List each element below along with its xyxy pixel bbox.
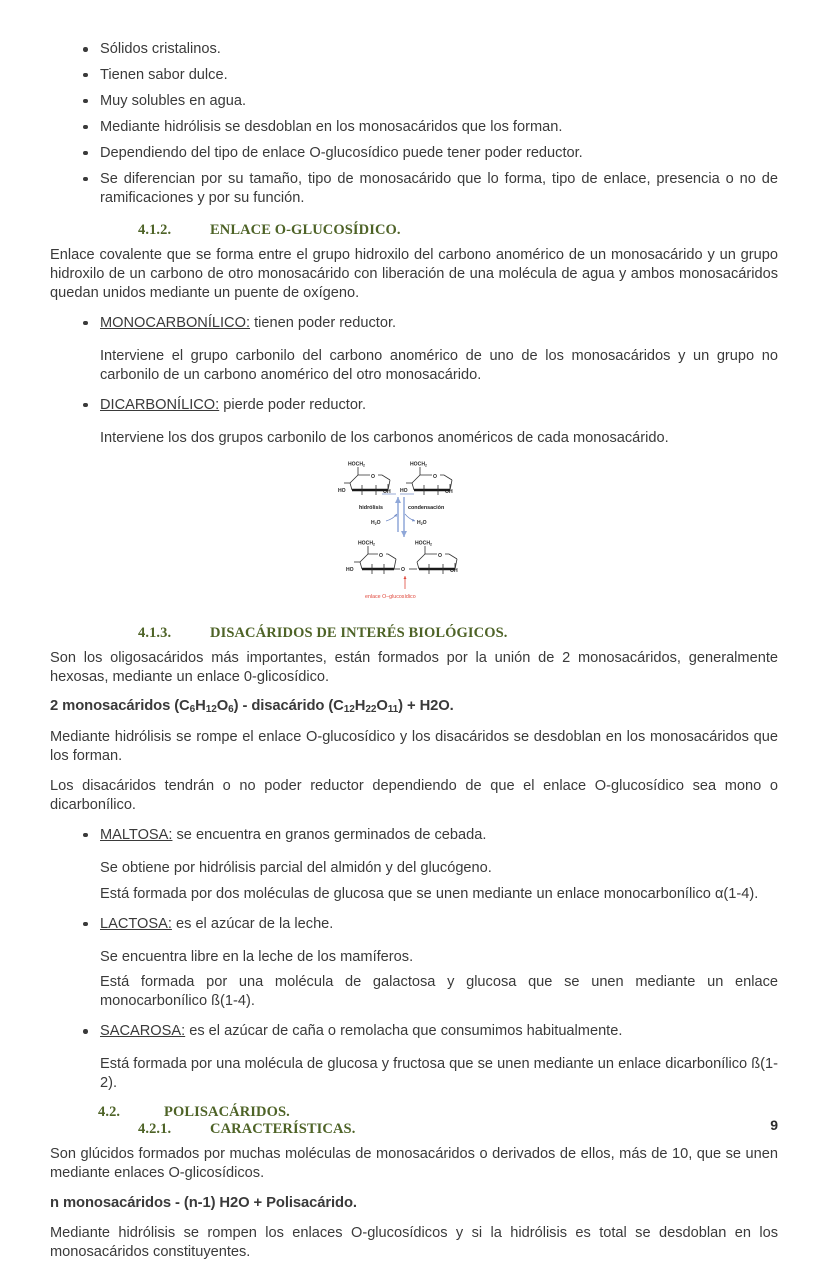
heading-title: DISACÁRIDOS DE INTERÉS BIOLÓGICOS.: [210, 624, 508, 641]
term-description: tienen poder reductor.: [250, 314, 397, 331]
haworth-ring-bottom-left: [346, 540, 396, 574]
glycosidic-bridge-oxygen: [394, 563, 417, 573]
list-item: [50, 826, 778, 845]
list-item: [50, 144, 778, 163]
formula-sub: 6: [189, 704, 196, 716]
formula-connector: ) - disacárido (C: [233, 698, 344, 715]
disaccharide-list-sacarosa: [50, 1022, 778, 1041]
ch2oh-label: $HOCH_2$: [415, 540, 432, 547]
heading-4-2: [98, 1104, 778, 1121]
heading-number: 4.1.3.: [138, 624, 172, 641]
list-item: [50, 92, 778, 111]
hydrolysis-label: hidrólisis: [359, 504, 383, 511]
figure-container: [50, 459, 778, 614]
paragraph-monocarbonilico-detail: Interviene el grupo carbonilo del carbono anomérico de uno de los monosacáridos y un grupo no carbonilo de un carbono anomérico del otro monosacárido.: [100, 347, 778, 383]
paragraph-lactosa-detail-1: Se encuentra libre en la leche de los mamíferos.: [100, 948, 414, 965]
formula-mid: H: [195, 698, 206, 715]
water-right-label: $H_2O$: [417, 519, 427, 526]
list-item: [50, 118, 778, 137]
left-hydroxyl-label: HO: [338, 487, 346, 494]
formula-prefix: 2 monosacáridos (C: [50, 698, 190, 715]
heading-4-2-1: [138, 1121, 778, 1138]
paragraph-polysaccharides-intro: Son glúcidos formados por muchas moléculas de monosacáridos o derivados de ellos, más de 10, que se unen mediante enlaces O-glicosídicos.: [50, 1146, 778, 1182]
glycosidic-bond-label: enlace O–glucosídico: [365, 593, 416, 600]
term-monocarbonilico: MONOCARBONÍLICO:: [100, 314, 251, 331]
paragraph-maltosa-detail-2: Está formada por dos moléculas de glucosa que se unen mediante un enlace monocarbonílico α(1-4).: [100, 885, 759, 902]
bond-type-list-2: [50, 396, 778, 415]
list-item: [50, 1022, 778, 1041]
paragraph-sacarosa-detail-2: Está formada por una molécula de glucosa y fructosa que se unen mediante un enlace dicarbonílico ß(1-2).: [100, 1056, 778, 1092]
list-item: [50, 40, 778, 59]
water-left-label: $H_2O$: [371, 519, 381, 526]
formula-polysaccharide: n monosacáridos - (n-1) H2O + Polisacárido.: [50, 1195, 357, 1212]
list-item: [50, 396, 778, 415]
right-hydroxyl-label: OH: [445, 488, 453, 495]
heading-4-1-2: [138, 222, 778, 239]
intro-bullet-list: [50, 40, 778, 208]
right-hydroxyl-label: OH: [383, 488, 391, 495]
heading-title: POLISACÁRIDOS.: [164, 1104, 290, 1121]
left-hydroxyl-label: HO: [400, 487, 408, 494]
list-item: [50, 66, 778, 85]
ch2oh-label: $HOCH_2$: [410, 461, 427, 468]
page-number: 9: [770, 1117, 778, 1133]
bullet-text: Muy solubles en agua.: [100, 92, 247, 109]
formula-mid: H: [354, 698, 366, 715]
formula-suffix: ) + H2O.: [398, 698, 454, 715]
haworth-ring-top-right: [400, 461, 453, 495]
paragraph-maltosa-detail-1: Se obtiene por hidrólisis parcial del almidón y del glucógeno.: [100, 859, 492, 876]
reaction-arrows: [398, 497, 404, 537]
ring-oxygen-label: O: [438, 552, 442, 559]
list-item: [50, 170, 778, 208]
formula-disaccharide: [50, 697, 778, 716]
term-dicarbonilico: DICARBONÍLICO:: [100, 396, 220, 413]
ring-oxygen-label: O: [433, 473, 437, 480]
formula-sub: 12: [343, 704, 355, 716]
ch2oh-label: $HOCH_2$: [358, 540, 375, 547]
formula-mid: O: [376, 698, 388, 715]
formula-sub: 6: [228, 704, 234, 716]
bullet-text: Tienen sabor dulce.: [100, 66, 228, 83]
right-hydroxyl-label: OH: [450, 567, 458, 574]
bridge-oxygen-label: O: [401, 566, 405, 573]
term-description: se encuentra en granos germinados de cebada.: [172, 826, 487, 843]
list-item: [50, 915, 778, 934]
haworth-ring-top-left: [338, 461, 391, 495]
ring-oxygen-label: O: [379, 552, 383, 559]
term-sacarosa: SACAROSA:: [100, 1023, 186, 1040]
page-content: [50, 40, 778, 1262]
paragraph-disaccharides-intro: Son los oligosacáridos más importantes, están formados por la unión de 2 monosacáridos, generalmente hexosas, mediante un enlace 0-glicosídico.: [50, 649, 778, 685]
paragraph-hydrolysis-breaks-bond: Mediante hidrólisis se rompe el enlace O-glucosídico y los disacáridos se desdoblan en los monosacáridos que los forman.: [50, 728, 778, 764]
o-glycosidic-bond-diagram: [338, 459, 490, 614]
heading-title: ENLACE O-GLUCOSÍDICO.: [210, 221, 401, 238]
formula-sub: 22: [365, 704, 377, 716]
heading-4-1-3: [138, 625, 778, 642]
heading-number: 4.1.2.: [138, 221, 172, 238]
bond-type-list: [50, 314, 778, 333]
bullet-text: Se diferencian por su tamaño, tipo de monosacárido que lo forma, tipo de enlace, presencia o no de ramificaciones y por su función.: [100, 170, 778, 206]
term-lactosa: LACTOSA:: [100, 915, 172, 932]
paragraph-lactosa-detail-2: Está formada por una molécula de galactosa y glucosa que se unen mediante un enlace monocarbonílico ß(1-4).: [100, 974, 778, 1010]
left-hydroxyl-label: HO: [346, 566, 354, 573]
paragraph-polysaccharide-hydrolysis: Mediante hidrólisis se rompen los enlaces O-glucosídicos y si la hidrólisis es total se desdoblan en los monosacáridos constituyentes.: [50, 1225, 778, 1261]
term-description: es el azúcar de caña o remolacha que consumimos habitualmente.: [185, 1023, 623, 1040]
heading-number: 4.2.: [98, 1104, 121, 1121]
bullet-text: Sólidos cristalinos.: [100, 41, 221, 57]
formula-sub: 12: [205, 704, 217, 716]
term-description: es el azúcar de la leche.: [171, 915, 334, 932]
formula-mid: O: [216, 698, 229, 715]
heading-number: 4.2.1.: [138, 1121, 172, 1138]
list-item: [50, 314, 778, 333]
term-maltosa: MALTOSA:: [100, 826, 173, 843]
term-description: pierde poder reductor.: [219, 396, 367, 413]
paragraph-o-glycosidic-intro: Enlace covalente que se forma entre el grupo hidroxilo del carbono anomérico de un monosacárido y un grupo hidroxilo de un carbono de otro monosacárido con liberación de una molécula de agua y ambos monosacáridos quedan unidos mediante un puente de oxígeno.: [50, 246, 778, 301]
ring-oxygen-label: O: [371, 473, 375, 480]
formula-sub: 11: [387, 704, 399, 716]
haworth-ring-bottom-right: [415, 540, 458, 574]
ch2oh-label: $HOCH_2$: [348, 461, 365, 468]
disaccharide-list-maltosa: [50, 826, 778, 845]
paragraph-reducing-power: Los disacáridos tendrán o no poder reductor dependiendo de que el enlace O-glucosídico sea mono o dicarbonílico.: [50, 777, 778, 813]
heading-title: CARACTERÍSTICAS.: [210, 1121, 356, 1138]
disaccharide-list-lactosa: [50, 915, 778, 934]
bullet-text: Mediante hidrólisis se desdoblan en los monosacáridos que los forman.: [100, 118, 563, 135]
bullet-text: Dependiendo del tipo de enlace O-glucosídico puede tener poder reductor.: [100, 144, 583, 161]
paragraph-dicarbonilico-detail: Interviene los dos grupos carbonilo de los carbonos anoméricos de cada monosacárido.: [100, 429, 669, 446]
condensation-label: condensación: [408, 504, 445, 511]
